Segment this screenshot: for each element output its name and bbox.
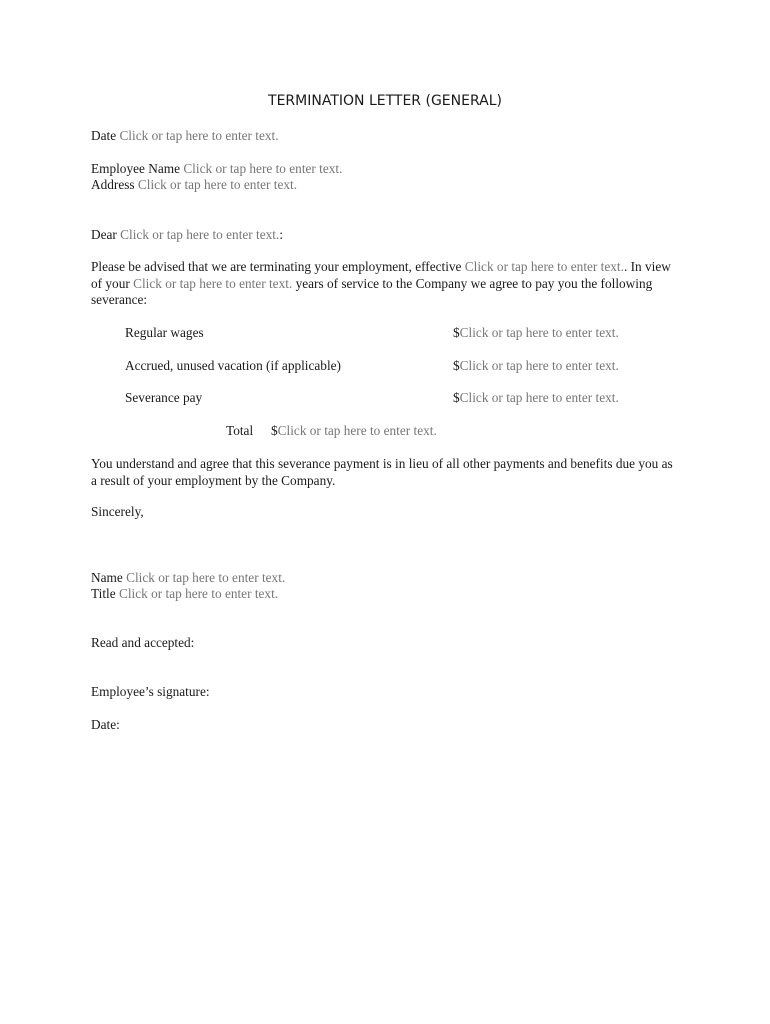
address-label: Address	[91, 177, 135, 192]
employee-name-label: Employee Name	[91, 161, 180, 176]
title-label: Title	[91, 586, 116, 601]
employee-signature-label: Employee’s signature:	[91, 684, 210, 699]
severance-item-label: Severance pay	[125, 390, 203, 405]
date-field[interactable]: Click or tap here to enter text.	[119, 128, 279, 143]
employee-name-line	[91, 161, 342, 178]
name-label: Name	[91, 570, 123, 585]
signer-name-line	[91, 570, 285, 587]
regular-wages-field[interactable]: Click or tap here to enter text.	[459, 325, 619, 340]
address-line	[91, 177, 297, 194]
total-amount	[271, 423, 437, 439]
vacation-amount-field[interactable]: Click or tap here to enter text.	[459, 358, 619, 373]
intro-part1: Please be advised that we are terminating your employment, effective	[91, 259, 462, 274]
total-field[interactable]: Click or tap here to enter text.	[277, 423, 437, 438]
employee-name-field[interactable]: Click or tap here to enter text.	[183, 161, 343, 176]
severance-item-label: Accrued, unused vacation (if applicable)	[125, 358, 341, 373]
address-field[interactable]: Click or tap here to enter text.	[137, 177, 298, 192]
total-label: Total	[226, 423, 254, 438]
severance-item-label: Regular wages	[125, 325, 204, 340]
currency-symbol: $	[453, 358, 460, 373]
signer-name-field[interactable]: Click or tap here to enter text.	[126, 570, 286, 585]
footer-date-label: Date:	[91, 717, 120, 732]
intro-paragraph	[91, 259, 676, 309]
read-accepted: Read and accepted:	[91, 635, 195, 650]
intro-part2: . In view of your	[91, 259, 671, 291]
document-title: TERMINATION LETTER (GENERAL)	[268, 93, 502, 109]
recipient-field[interactable]: Click or tap here to enter text.	[120, 227, 280, 242]
dear-label: Dear	[91, 227, 117, 242]
years-of-service-field[interactable]: Click or tap here to enter text.	[133, 275, 293, 291]
intro-part3: years of service to the Company we agree to pay you the following severance:	[91, 275, 653, 307]
date-label: Date	[91, 128, 117, 143]
agreement-paragraph: You understand and agree that this severance payment is in lieu of all other payments and benefits due you as a result of your employment by the Company.	[91, 456, 673, 488]
severance-item-amount	[453, 325, 619, 341]
signer-title-field[interactable]: Click or tap here to enter text.	[118, 586, 279, 601]
currency-symbol: $	[453, 325, 460, 340]
closing: Sincerely,	[91, 504, 144, 519]
date-line	[91, 128, 279, 145]
severance-item-amount	[453, 358, 619, 374]
currency-symbol: $	[453, 390, 460, 405]
salutation-colon: :	[279, 227, 284, 242]
severance-item-amount	[453, 390, 619, 406]
severance-pay-field[interactable]: Click or tap here to enter text.	[459, 390, 619, 405]
signer-title-line	[91, 586, 278, 603]
effective-date-field[interactable]: Click or tap here to enter text.	[464, 259, 624, 274]
currency-symbol: $	[271, 423, 278, 438]
salutation-line	[91, 227, 283, 244]
